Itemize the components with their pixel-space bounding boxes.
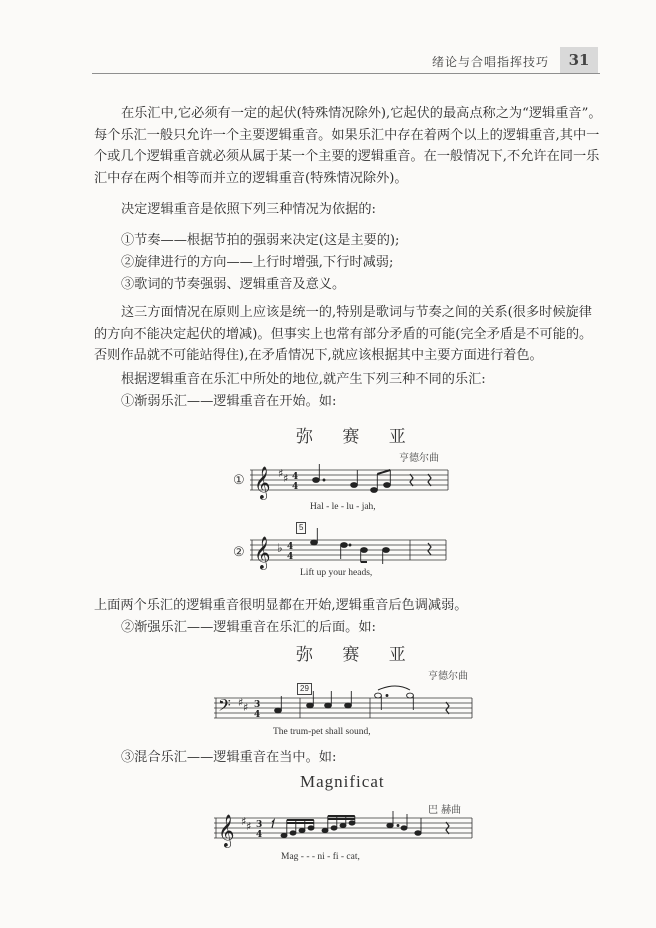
note-head [383, 548, 390, 553]
treble-clef-icon: 𝄞 [254, 466, 271, 499]
example2-staff [214, 690, 476, 730]
example1-staff1-label: ① [233, 473, 245, 488]
example1-title: 弥 赛 亚 [296, 427, 418, 447]
paragraph-criteria-intro: 决定逻辑重音是依照下列三种情况为依据的: [121, 202, 377, 217]
running-header-title: 绪论与合唱指挥技巧 [432, 55, 550, 69]
treble-clef-icon: 𝄞 [254, 536, 271, 569]
sharp-icon: ♯ [238, 696, 244, 709]
example1-staff2-label: ② [233, 545, 245, 560]
note-head [371, 488, 378, 493]
note-head [361, 548, 368, 553]
header-rule [92, 73, 600, 74]
time-signature-bottom: 4 [256, 830, 263, 840]
example1-measure-number: 5 [296, 522, 306, 534]
time-signature-bottom: 4 [287, 552, 294, 562]
bass-clef-icon: 𝄢 [218, 695, 231, 719]
time-signature-bottom: 4 [292, 482, 299, 492]
note-head [311, 540, 318, 545]
note-head-half [407, 693, 414, 698]
example3-lyrics: Mag - - - ni - fi - cat, [281, 852, 360, 862]
time-signature-top: 4 [292, 472, 299, 482]
note-head [341, 543, 348, 548]
example3-title: Magnificat [300, 772, 385, 791]
type-diminuendo-heading: ①渐弱乐汇——逻辑重音在开始。如: [121, 394, 337, 409]
note-head [351, 483, 358, 488]
list-item-melody-direction: ②旋律进行的方向——上行时增强,下行时减弱; [121, 255, 394, 270]
example1-staff1 [250, 462, 450, 502]
note-head [384, 483, 391, 488]
sharp-icon: ♯ [241, 815, 247, 828]
example2-composer: 亨德尔曲 [428, 671, 468, 682]
flat-icon: ♭ [277, 541, 283, 555]
note-head [313, 478, 320, 483]
time-signature-bottom: 4 [254, 710, 261, 720]
time-signature-top: 4 [287, 542, 294, 552]
sharp-icon: ♯ [246, 820, 252, 833]
note-head [275, 708, 282, 713]
list-item-rhythm: ①节奏——根据节拍的强弱来决定(这是主要的); [121, 233, 400, 248]
note-head [307, 703, 314, 708]
paragraph-after-example1: 上面两个乐汇的逻辑重音很明显都在开始,逻辑重音后色调减弱。 [94, 598, 468, 613]
type-crescendo-heading: ②渐强乐汇——逻辑重音在乐汇的后面。如: [121, 620, 377, 635]
treble-clef-icon: 𝄞 [218, 814, 235, 847]
sharp-icon: ♯ [278, 467, 284, 480]
example3-composer: 巴 赫曲 [428, 805, 462, 816]
page-number: 31 [560, 47, 598, 73]
paragraph-unity: 这三方面情况在原则上应该是统一的,特别是歌词与节奏之间的关系(很多时候旋律的方向不能决定起伏的增减)。但事实上也常有部分矛盾的可能(完全矛盾是不可能的。否则作品就不可能站得住),在矛盾情况下,就应该根据其中主要方面进行着色。 [94, 305, 593, 363]
example1-staff2 [250, 535, 450, 571]
sharp-icon: ♯ [243, 701, 249, 714]
list-item-lyrics: ③歌词的节奏强弱、逻辑重音及意义。 [121, 277, 346, 292]
example1-staff1-lyrics: Hal - le - lu - jah, [310, 502, 376, 512]
sharp-icon: ♯ [283, 472, 289, 485]
paragraph-logical-accent: 在乐汇中,它必须有一定的起伏(特殊情况除外),它起伏的最高点称之为“逻辑重音”。每个乐汇一般只允许一个主要逻辑重音。如果乐汇中存在着两个以上的逻辑重音,其中一个或几个逻辑重音就必须从属于某一个主要的逻辑重音。在一般情况下,不允许在同一乐汇中存在两个相等而并立的逻辑重音(特殊情况除外)。 [94, 106, 602, 186]
note-head-half [375, 693, 382, 698]
time-signature-top: 3 [256, 820, 263, 830]
paragraph-three-types: 根据逻辑重音在乐汇中所处的地位,就产生下列三种不同的乐汇: [121, 372, 486, 387]
example2-lyrics: The trum-pet shall sound, [273, 727, 371, 737]
time-signature-top: 3 [254, 700, 261, 710]
slur [378, 686, 410, 690]
type-mixed-heading: ③混合乐汇——逻辑重音在当中。如: [121, 750, 337, 765]
example1-composer: 亨德尔曲 [399, 453, 439, 464]
example3-staff [214, 810, 476, 850]
eighth-rest-icon [272, 820, 274, 828]
example2-measure-number: 29 [297, 683, 312, 695]
example1-staff2-lyrics: Lift up your heads, [300, 568, 373, 578]
example2-title: 弥 赛 亚 [296, 645, 418, 665]
note-head [345, 703, 352, 708]
note-head [325, 703, 332, 708]
